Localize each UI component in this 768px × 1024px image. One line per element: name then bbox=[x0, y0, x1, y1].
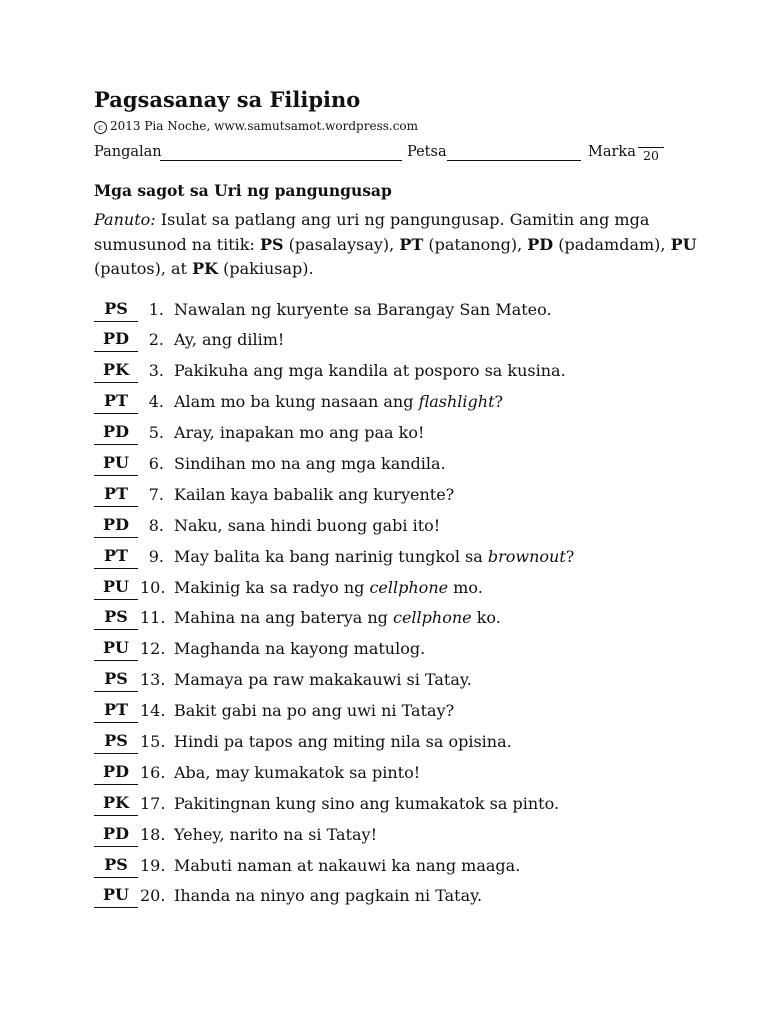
code-pd: PD bbox=[527, 234, 554, 254]
list-item bbox=[94, 854, 694, 885]
item-sentence bbox=[174, 823, 377, 847]
sentence-text-end: ko. bbox=[471, 608, 501, 628]
code-pt: PT bbox=[399, 234, 424, 254]
code-pk: PK bbox=[192, 259, 219, 278]
item-sentence bbox=[174, 390, 503, 414]
desc-ps: (pasalaysay), bbox=[283, 234, 400, 254]
item-sentence bbox=[174, 483, 454, 507]
section-title: Mga sagot sa Uri ng pangungusap bbox=[94, 181, 392, 200]
item-number: 8. bbox=[148, 515, 164, 535]
list-item bbox=[94, 792, 694, 823]
item-number: 14. bbox=[140, 701, 166, 721]
item-sentence bbox=[174, 761, 420, 785]
student-info-row bbox=[94, 144, 694, 174]
list-item bbox=[94, 545, 694, 576]
page-title: Pagsasanay sa Filipino bbox=[94, 87, 361, 112]
sentence-text: Naku, sana hindi buong gabi ito! bbox=[174, 515, 441, 535]
desc-pk: (pakiusap). bbox=[218, 259, 314, 278]
sentence-text: Yehey, narito na si Tatay! bbox=[174, 824, 378, 844]
sentence-text-end: ? bbox=[494, 392, 504, 412]
sentence-text: Ay, ang dilim! bbox=[174, 330, 285, 350]
instructions-lead: Panuto: bbox=[94, 210, 156, 229]
item-sentence bbox=[174, 328, 284, 352]
sentence-text: Kailan kaya babalik ang kuryente? bbox=[174, 484, 455, 504]
score-label: Marka bbox=[588, 144, 636, 160]
list-item bbox=[94, 668, 694, 699]
sentence-text: Mabuti naman at nakauwi ka nang maaga. bbox=[174, 855, 521, 875]
item-number: 7. bbox=[148, 484, 164, 504]
answer-blank[interactable]: PD bbox=[94, 823, 138, 847]
list-item bbox=[94, 761, 694, 792]
answer-blank[interactable]: PT bbox=[94, 390, 138, 414]
list-item bbox=[94, 421, 694, 452]
name-label: Pangalan bbox=[94, 144, 162, 160]
desc-pu: (pautos), at bbox=[94, 259, 193, 278]
worksheet bbox=[94, 86, 697, 915]
sentence-text: Hindi pa tapos ang miting nila sa opisina. bbox=[174, 731, 512, 751]
item-sentence bbox=[174, 699, 454, 723]
answer-blank[interactable]: PT bbox=[94, 699, 138, 723]
copyright-line bbox=[94, 118, 694, 134]
item-sentence bbox=[174, 452, 446, 476]
list-item bbox=[94, 576, 694, 607]
sentence-text: Mamaya pa raw makakauwi si Tatay. bbox=[174, 670, 472, 690]
sentence-text: Sindihan mo na ang mga kandila. bbox=[174, 453, 446, 473]
sentence-text: Makinig ka sa radyo ng bbox=[174, 577, 370, 597]
answer-blank[interactable]: PD bbox=[94, 514, 138, 538]
sentence-emphasis: flashlight bbox=[418, 392, 495, 412]
sentence-text: Bakit gabi na po ang uwi ni Tatay? bbox=[174, 701, 455, 721]
list-item bbox=[94, 699, 694, 730]
item-number: 20. bbox=[140, 886, 166, 906]
sentence-text: Aba, may kumakatok sa pinto! bbox=[174, 762, 421, 782]
answer-blank[interactable]: PU bbox=[94, 576, 138, 600]
list-item bbox=[94, 483, 694, 514]
answer-blank[interactable]: PT bbox=[94, 545, 138, 569]
desc-pd: (padamdam), bbox=[553, 234, 671, 254]
code-ps: PS bbox=[259, 234, 284, 254]
answer-blank[interactable]: PU bbox=[94, 637, 138, 661]
list-item bbox=[94, 637, 694, 668]
sentence-text-end: mo. bbox=[448, 577, 483, 597]
item-number: 9. bbox=[148, 546, 164, 566]
item-sentence bbox=[174, 884, 482, 908]
answer-blank[interactable]: PT bbox=[94, 483, 138, 507]
list-item bbox=[94, 606, 694, 637]
item-number: 13. bbox=[140, 670, 166, 690]
item-sentence bbox=[174, 854, 520, 878]
list-item bbox=[94, 298, 694, 329]
list-item bbox=[94, 823, 694, 854]
answer-blank[interactable]: PD bbox=[94, 421, 138, 445]
item-number: 16. bbox=[140, 762, 166, 782]
date-label: Petsa bbox=[407, 144, 447, 160]
score-total: 20 bbox=[643, 148, 659, 163]
sentence-emphasis: cellphone bbox=[393, 608, 472, 628]
item-sentence bbox=[174, 637, 425, 661]
list-item bbox=[94, 390, 694, 421]
item-sentence bbox=[174, 792, 559, 816]
item-number: 17. bbox=[140, 793, 166, 813]
answer-list bbox=[94, 298, 694, 916]
answer-blank[interactable]: PS bbox=[94, 730, 138, 754]
item-number: 12. bbox=[140, 639, 166, 659]
copyright-text: 2013 Pia Noche, www.samutsamot.wordpress.com bbox=[110, 119, 419, 133]
sentence-text-end: ? bbox=[565, 546, 575, 566]
item-sentence bbox=[174, 730, 512, 754]
item-number: 5. bbox=[148, 423, 164, 443]
desc-pt: (patanong), bbox=[423, 234, 528, 254]
instructions-text: Isulat sa patlang ang uri ng pangungusap. Gamitin ang mga sumusunod na titik: bbox=[94, 210, 650, 254]
sentence-text: May balita ka bang narinig tungkol sa bbox=[174, 546, 488, 566]
sentence-text: Pakikuha ang mga kandila at posporo sa kusina. bbox=[174, 361, 566, 381]
item-number: 10. bbox=[140, 577, 166, 597]
sentence-emphasis: cellphone bbox=[369, 577, 449, 597]
sentence-text: Pakitingnan kung sino ang kumakatok sa pinto. bbox=[174, 793, 560, 813]
item-sentence bbox=[174, 421, 424, 445]
list-item bbox=[94, 884, 694, 915]
sentence-emphasis: brownout bbox=[487, 546, 566, 566]
item-number: 6. bbox=[148, 453, 164, 473]
answer-blank[interactable]: PS bbox=[94, 606, 138, 630]
item-sentence bbox=[174, 606, 501, 630]
sentence-text: Ihanda na ninyo ang pagkain ni Tatay. bbox=[174, 886, 483, 906]
item-sentence bbox=[174, 514, 440, 538]
list-item bbox=[94, 514, 694, 545]
item-sentence bbox=[174, 576, 483, 600]
answer-blank[interactable]: PD bbox=[94, 328, 138, 352]
item-sentence bbox=[174, 298, 552, 322]
list-item bbox=[94, 328, 694, 359]
answer-blank[interactable]: PU bbox=[94, 452, 138, 476]
copyright-icon: c bbox=[94, 121, 107, 134]
item-number: 1. bbox=[148, 299, 164, 319]
sentence-text: Alam mo ba kung nasaan ang bbox=[174, 392, 419, 412]
list-item bbox=[94, 452, 694, 483]
answer-blank[interactable]: PK bbox=[94, 359, 138, 383]
instructions bbox=[94, 208, 714, 282]
answer-blank[interactable]: PS bbox=[94, 668, 138, 692]
item-sentence bbox=[174, 545, 574, 569]
answer-blank[interactable]: PK bbox=[94, 792, 138, 816]
answer-blank[interactable]: PS bbox=[94, 298, 138, 322]
sentence-text: Mahina na ang baterya ng bbox=[174, 608, 393, 628]
item-sentence bbox=[174, 668, 472, 692]
sentence-text: Nawalan ng kuryente sa Barangay San Mateo. bbox=[174, 299, 552, 319]
item-number: 2. bbox=[148, 330, 164, 350]
answer-blank[interactable]: PU bbox=[94, 884, 138, 908]
list-item bbox=[94, 359, 694, 390]
answer-blank[interactable]: PD bbox=[94, 761, 138, 785]
item-number: 19. bbox=[140, 855, 166, 875]
list-item bbox=[94, 730, 694, 761]
item-number: 3. bbox=[148, 361, 164, 381]
date-blank[interactable] bbox=[447, 160, 581, 161]
item-sentence bbox=[174, 359, 566, 383]
sentence-text: Maghanda na kayong matulog. bbox=[174, 639, 426, 659]
item-number: 15. bbox=[140, 731, 166, 751]
code-pu: PU bbox=[670, 234, 697, 254]
item-number: 11. bbox=[140, 608, 166, 628]
name-blank[interactable] bbox=[160, 160, 402, 161]
answer-blank[interactable]: PS bbox=[94, 854, 138, 878]
item-number: 18. bbox=[140, 824, 166, 844]
sentence-text: Aray, inapakan mo ang paa ko! bbox=[174, 423, 425, 443]
item-number: 4. bbox=[148, 392, 164, 412]
score-fraction[interactable] bbox=[638, 147, 664, 163]
